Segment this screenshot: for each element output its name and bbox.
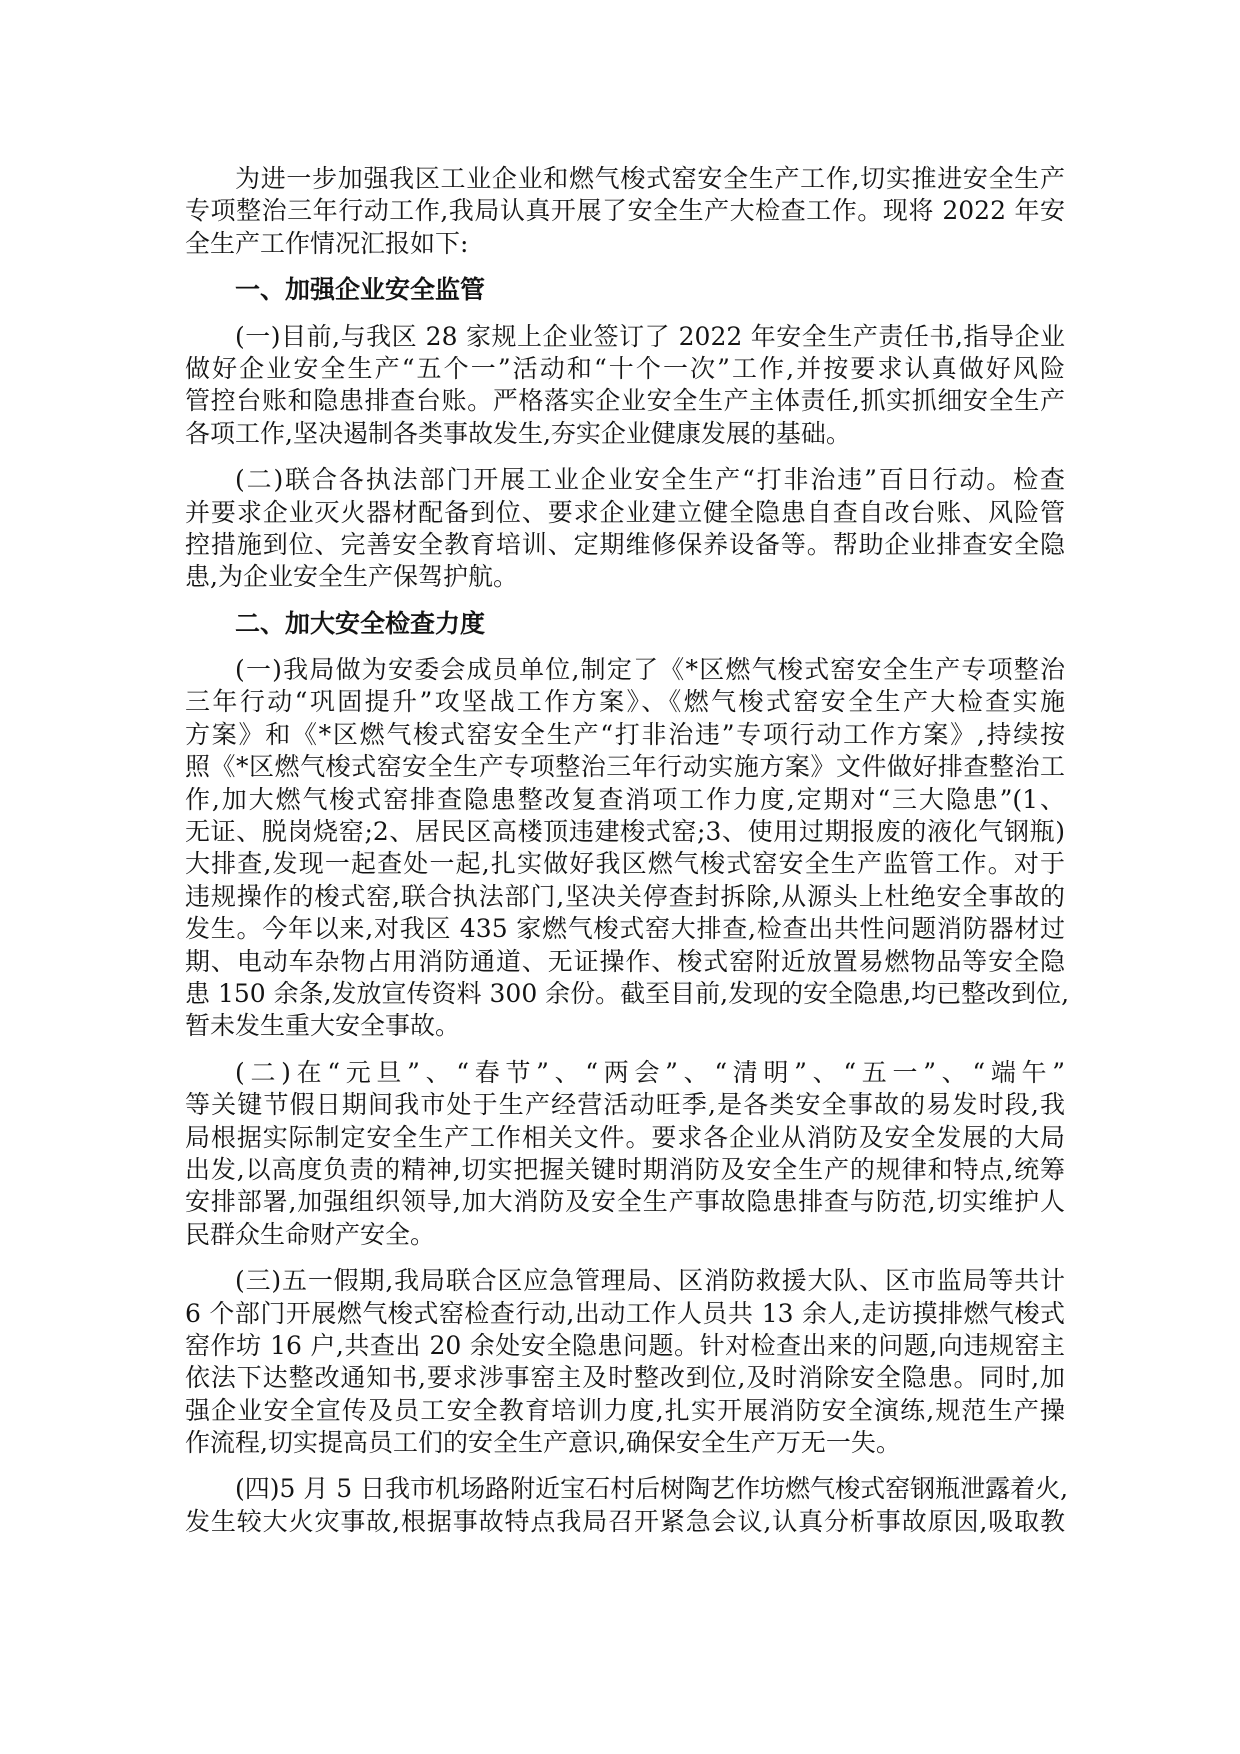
text-line: 无证、脱岗烧窑;2、居民区高楼顶违建梭式窑;3、使用过期报废的液化气钢瓶) [185, 817, 1065, 847]
section-heading [185, 274, 1065, 306]
text-line: 民群众生命财产安全。 [185, 1219, 436, 1249]
text-line: 窑作坊 16 户,共查出 20 余处安全隐患问题。针对检查出来的问题,向违规窑主 [185, 1330, 1065, 1360]
text-line: (二)联合各执法部门开展工业企业安全生产“打非治违”百日行动。检查 [235, 465, 1065, 495]
text-line: 照《*区燃气梭式窑安全生产专项整治三年行动实施方案》文件做好排查整治工 [185, 752, 1065, 782]
text-line: 为进一步加强我区工业企业和燃气梭式窑安全生产工作,切实推进安全生产 [235, 164, 1065, 193]
text-line: 患 150 余条,发放宣传资料 300 余份。截至目前,发现的安全隐患,均已整改到位, [185, 978, 1070, 1008]
text-line: 安排部署,加强组织领导,加大消防及安全生产事故隐患排查与防范,切实维护人 [185, 1187, 1065, 1217]
body-paragraph [185, 321, 1065, 451]
body-paragraph [185, 464, 1065, 594]
text-line: 依法下达整改通知书,要求涉事窑主及时整改到位,及时消除安全隐患。同时,加 [185, 1363, 1065, 1393]
text-line: 患,为企业安全生产保驾护航。 [185, 562, 518, 592]
text-line: 暂未发生重大安全事故。 [185, 1011, 461, 1041]
text-line: (一)我局做为安委会成员单位,制定了《*区燃气梭式窑安全生产专项整治 [235, 655, 1065, 685]
document-page [185, 163, 1070, 1552]
text-line: (四)5 月 5 日我市机场路附近宝石村后树陶艺作坊燃气梭式窑钢瓶泄露着火, [235, 1474, 1069, 1504]
body-paragraph [185, 1057, 1065, 1251]
body-paragraph [185, 1473, 1069, 1538]
text-line: 做好企业安全生产“五个一”活动和“十个一次”工作,并按要求认真做好风险 [185, 353, 1065, 383]
text-line: 强企业安全宣传及员工安全教育培训力度,扎实开展消防安全演练,规范生产操 [185, 1395, 1065, 1425]
text-line: 大排查,发现一起查处一起,扎实做好我区燃气梭式窑安全生产监管工作。对于 [185, 849, 1065, 879]
text-line: 作流程,切实提高员工们的安全生产意识,确保安全生产万无一失。 [185, 1428, 901, 1458]
text-line: 发生。今年以来,对我区 435 家燃气梭式窑大排查,检查出共性问题消防器材过 [185, 914, 1065, 944]
text-line: 期、电动车杂物占用消防通道、无证操作、梭式窑附近放置易燃物品等安全隐 [185, 946, 1065, 976]
text-line: (一)目前,与我区 28 家规上企业签订了 2022 年安全生产责任书,指导企业 [235, 321, 1065, 351]
section-heading [185, 608, 1065, 640]
text-line: 二、加大安全检查力度 [235, 608, 486, 638]
text-line: 专项整治三年行动工作,我局认真开展了安全生产大检查工作。现将 2022 年安 [185, 196, 1065, 226]
text-line: 等关键节假日期间我市处于生产经营活动旺季,是各类安全事故的易发时段,我 [185, 1090, 1065, 1120]
body-paragraph [185, 654, 1070, 1043]
text-line: 违规操作的梭式窑,联合执法部门,坚决关停查封拆除,从源头上杜绝安全事故的 [185, 881, 1065, 911]
text-line: (三)五一假期,我局联合区应急管理局、区消防救援大队、区市监局等共计 [235, 1266, 1065, 1296]
text-line: 局根据实际制定安全生产工作相关文件。要求各企业从消防及安全发展的大局 [185, 1122, 1065, 1152]
text-line: 三年行动“巩固提升”攻坚战工作方案》、《燃气梭式窑安全生产大检查实施 [185, 687, 1065, 717]
text-line: (二)在“元旦”、“春节”、“两会”、“清明”、“五一”、“端午” [235, 1057, 1065, 1087]
text-line: 6 个部门开展燃气梭式窑检查行动,出动工作人员共 13 余人,走访摸排燃气梭式 [185, 1298, 1065, 1328]
text-line: 发生较大火灾事故,根据事故特点我局召开紧急会议,认真分析事故原因,吸取教 [185, 1506, 1065, 1536]
text-line: 管控台账和隐患排查台账。严格落实企业安全生产主体责任,抓实抓细安全生产 [185, 386, 1065, 416]
text-line: 全生产工作情况汇报如下: [185, 228, 469, 258]
text-line: 作,加大燃气梭式窑排查隐患整改复查消项工作力度,定期对“三大隐患”(1、 [185, 784, 1065, 814]
text-line: 出发,以高度负责的精神,切实把握关键时期消防及安全生产的规律和特点,统筹 [185, 1154, 1065, 1184]
body-paragraph [185, 1265, 1065, 1459]
text-line: 一、加强企业安全监管 [235, 275, 486, 305]
text-line: 方案》和《*区燃气梭式窑安全生产“打非治违”专项行动工作方案》,持续按 [185, 719, 1065, 749]
text-line: 各项工作,坚决遏制各类事故发生,夯实企业健康发展的基础。 [185, 418, 851, 448]
text-line: 控措施到位、完善安全教育培训、定期维修保养设备等。帮助企业排查安全隐 [185, 529, 1065, 559]
body-paragraph [185, 163, 1065, 260]
text-line: 并要求企业灭火器材配备到位、要求企业建立健全隐患自查自改台账、风险管 [185, 497, 1065, 527]
